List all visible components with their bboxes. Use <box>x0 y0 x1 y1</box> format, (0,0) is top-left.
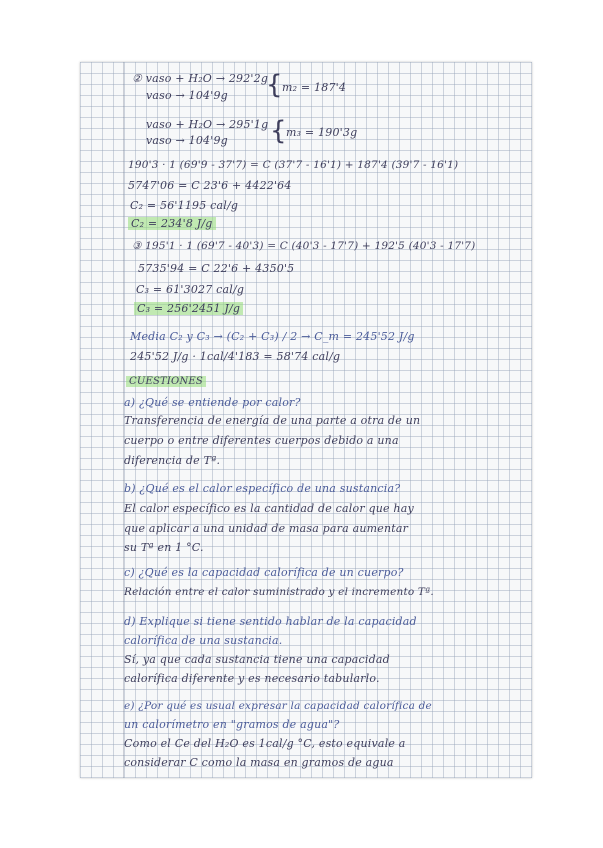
brace-1: { <box>266 70 283 100</box>
line-equation-3: ③ 195'1 · 1 (69'7 - 40'3) = C (40'3 - 17'7) + 192'5 (40'3 - 17'7) <box>132 240 476 252</box>
answer-d-line2: calorífica diferente y es necesario tabularlo. <box>124 672 380 685</box>
line-calc-2: 5747'06 = C 23'6 + 4422'64 <box>128 179 292 192</box>
line-vaso-agua-2: ② vaso + H₂O → 292'2g <box>132 72 269 85</box>
result-c3-highlight: C₃ = 256'2451 J/g <box>134 302 243 315</box>
question-b: b) ¿Qué es el calor específico de una sustancia? <box>124 482 401 495</box>
line-conversion: 245'52 J/g · 1cal/4'183 = 58'74 cal/g <box>130 350 341 363</box>
answer-e-line1: Como el Ce del H₂O es 1cal/g °C, esto equivale a <box>124 737 406 750</box>
result-c2-highlight: C₂ = 234'8 J/g <box>128 217 216 230</box>
question-e-line2: un calorímetro en "gramos de agua"? <box>124 718 340 731</box>
answer-d-line1: Sí, ya que cada sustancia tiene una capacidad <box>124 653 390 666</box>
notebook-page <box>80 62 532 778</box>
line-equation-2: 190'3 · 1 (69'9 - 37'7) = C (37'7 - 16'1) + 187'4 (39'7 - 16'1) <box>128 159 459 171</box>
brace-2: { <box>270 116 287 146</box>
answer-c: Relación entre el calor suministrado y el incremento Tª. <box>124 586 434 598</box>
line-m3: m₃ = 190'3g <box>286 126 358 139</box>
answer-b-line1: El calor específico es la cantidad de calor que hay <box>124 502 414 515</box>
question-d-line2: calorífica de una sustancia. <box>124 634 283 647</box>
answer-a-line2: cuerpo o entre diferentes cuerpos debido a una <box>124 434 399 447</box>
answer-a-line1: Transferencia de energía de una parte a otra de un <box>124 414 421 427</box>
line-c3-cal: C₃ = 61'3027 cal/g <box>136 283 245 296</box>
line-vaso-agua-3: vaso + H₂O → 295'1g <box>146 118 269 131</box>
question-a: a) ¿Qué se entiende por calor? <box>124 396 301 409</box>
question-c: c) ¿Qué es la capacidad calorífica de un cuerpo? <box>124 566 404 579</box>
answer-b-line2: que aplicar a una unidad de masa para aumentar <box>124 522 409 535</box>
answer-e-line2: considerar C como la masa en gramos de agua <box>124 756 394 769</box>
answer-a-line3: diferencia de Tª. <box>124 454 221 467</box>
line-m2: m₂ = 187'4 <box>282 81 347 94</box>
answer-b-line3: su Tª en 1 °C. <box>124 541 204 554</box>
question-e-line1: e) ¿Por qué es usual expresar la capacidad calorífica de <box>124 700 432 712</box>
line-media: Media C₂ y C₃ → (C₂ + C₃) / 2 → C_m = 245'52 J/g <box>130 330 415 343</box>
line-calc-3: 5735'94 = C 22'6 + 4350'5 <box>138 262 295 275</box>
question-d-line1: d) Explique si tiene sentido hablar de la capacidad <box>124 615 417 628</box>
line-c2-cal: C₂ = 56'1195 cal/g <box>130 199 239 212</box>
line-vaso-3: vaso → 104'9g <box>146 134 228 147</box>
cuestiones-heading: CUESTIONES <box>126 376 206 387</box>
line-vaso-2: vaso → 104'9g <box>146 89 228 102</box>
